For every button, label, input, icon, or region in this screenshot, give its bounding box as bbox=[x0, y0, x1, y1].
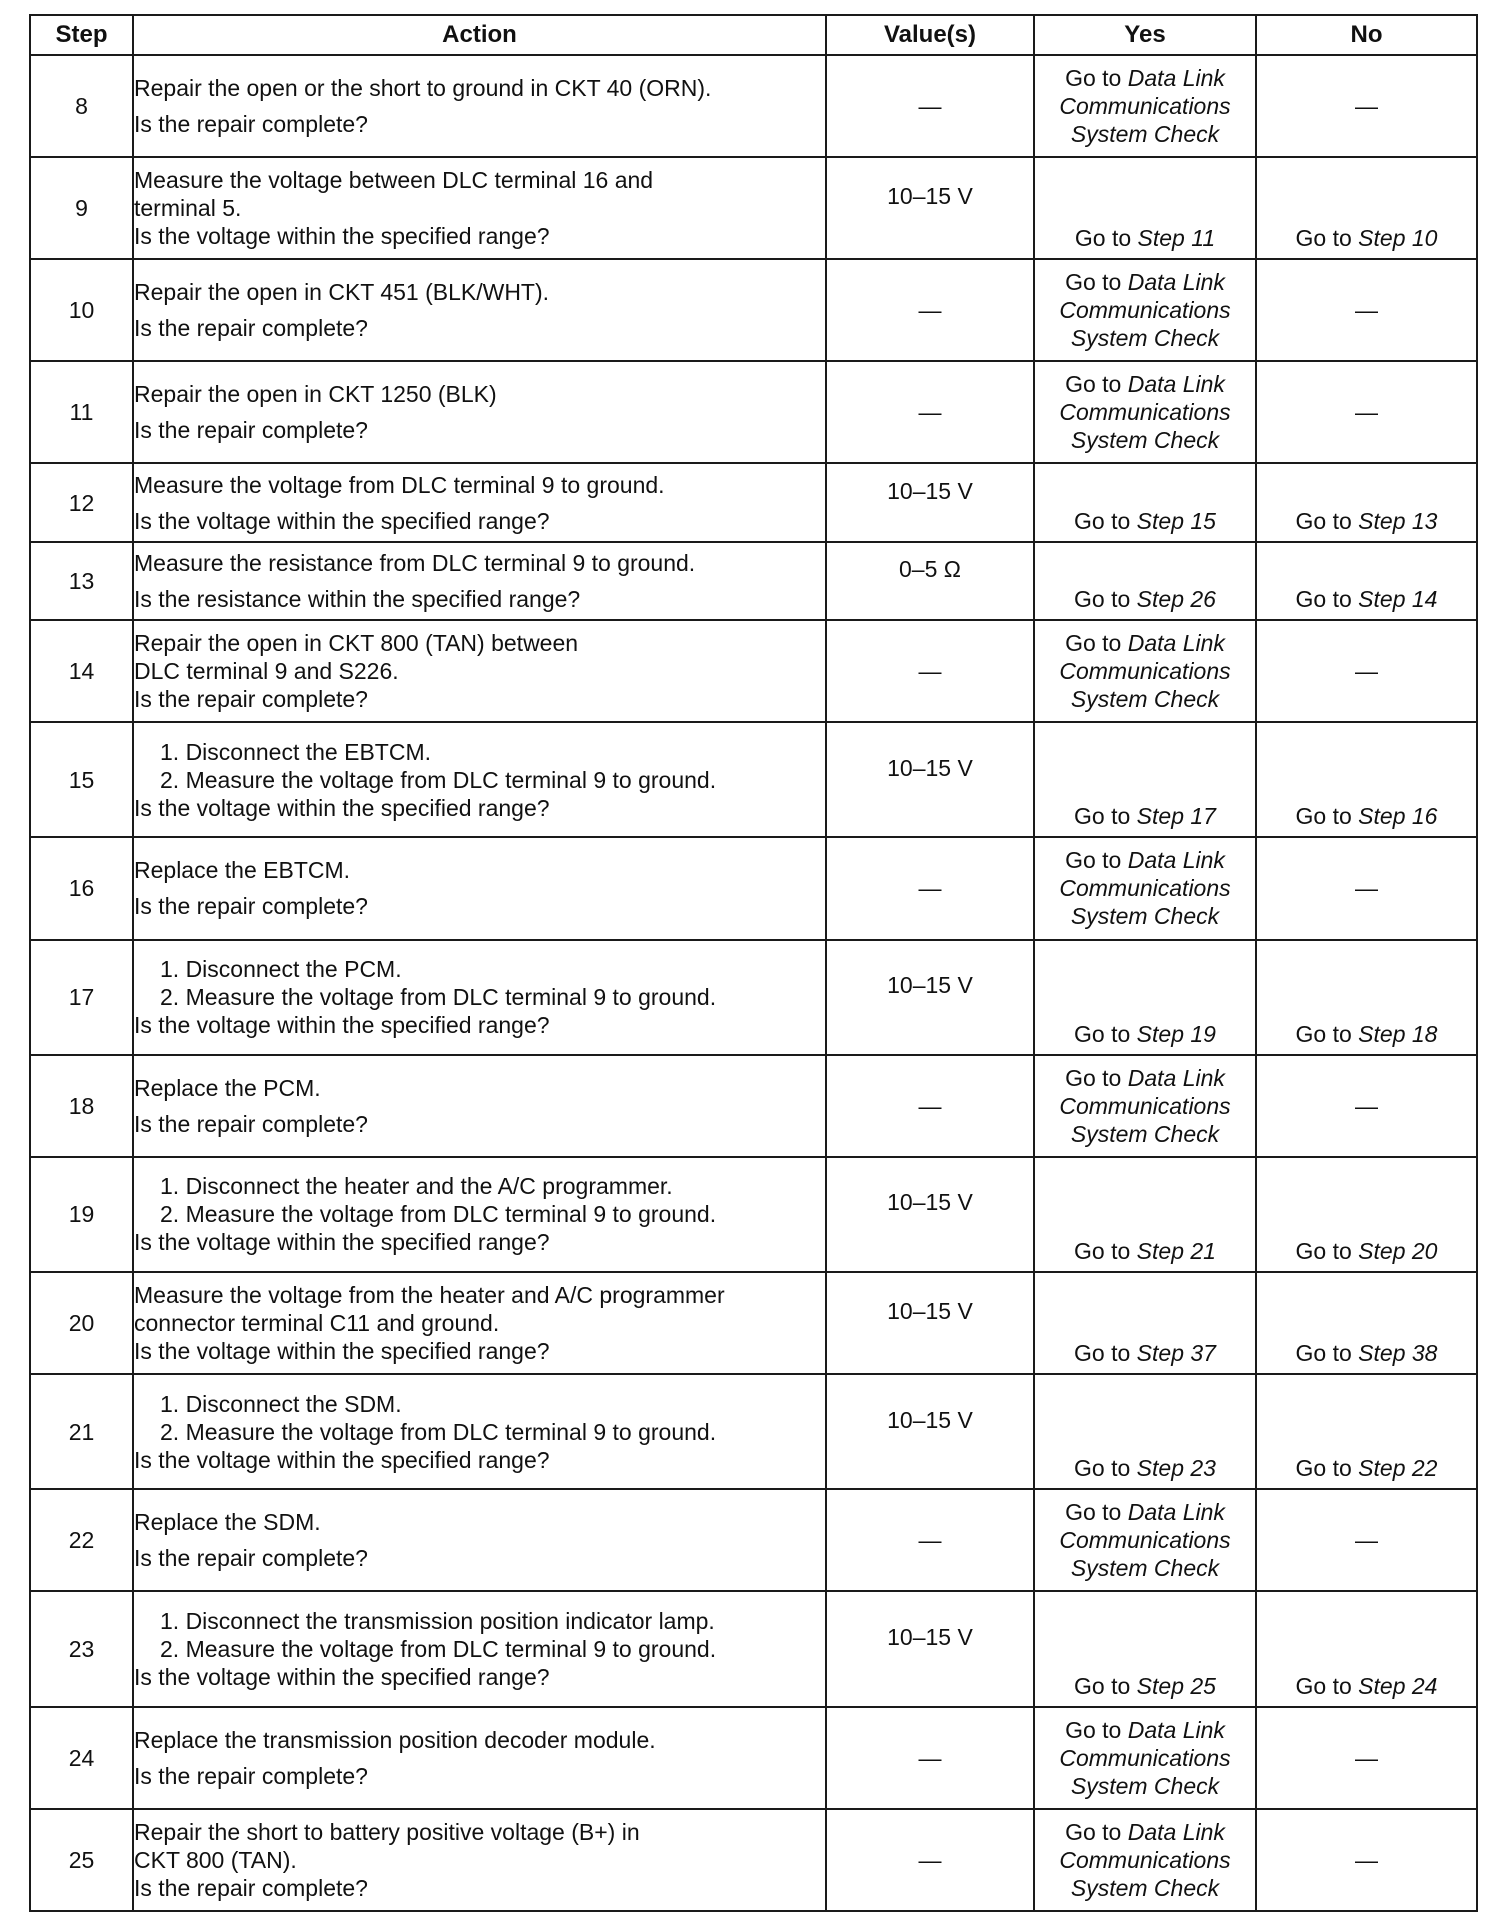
go-to-text: Go to bbox=[1295, 803, 1352, 830]
value-cell bbox=[826, 1591, 1034, 1706]
action-cell bbox=[133, 1809, 826, 1911]
action-substep: 2. Measure the voltage from DLC terminal 9 to ground. bbox=[160, 1418, 717, 1445]
no-dash: — bbox=[1355, 297, 1378, 324]
go-to-text: Go to bbox=[1295, 1672, 1352, 1699]
value-text: — bbox=[918, 875, 942, 902]
no-dash: — bbox=[1355, 1092, 1378, 1119]
action-question: Is the voltage within the specified range? bbox=[134, 507, 550, 534]
step-number: 19 bbox=[30, 1157, 133, 1272]
spacer bbox=[134, 884, 825, 892]
go-to-text: Go to bbox=[1074, 803, 1131, 830]
table-row bbox=[30, 1374, 1477, 1489]
go-to-text: Go to bbox=[1074, 586, 1131, 613]
action-question: Is the repair complete? bbox=[134, 1762, 368, 1789]
data-link-text: Data Link bbox=[1127, 1064, 1225, 1091]
action-text: Repair the open in CKT 1250 (BLK) bbox=[134, 381, 497, 408]
communications-text: Communications bbox=[1059, 1846, 1231, 1873]
no-cell bbox=[1256, 620, 1477, 722]
value-cell bbox=[826, 837, 1034, 939]
system-check-text: System Check bbox=[1070, 1874, 1220, 1901]
action-text: Measure the voltage from the heater and A/C programmer bbox=[134, 1282, 725, 1309]
table-row bbox=[30, 1707, 1477, 1809]
step-number: 22 bbox=[30, 1489, 133, 1591]
communications-text: Communications bbox=[1059, 658, 1231, 685]
go-to-text: Go to bbox=[1295, 1238, 1352, 1264]
system-check-text: System Check bbox=[1070, 686, 1220, 713]
diagnostic-table bbox=[29, 14, 1478, 1912]
value-text: 10–15 V bbox=[887, 754, 973, 781]
value-cell bbox=[826, 1489, 1034, 1591]
action-cell bbox=[133, 1157, 826, 1272]
no-cell bbox=[1256, 1707, 1477, 1809]
action-question: Is the voltage within the specified range? bbox=[134, 1012, 550, 1039]
yes-target-step: Step 37 bbox=[1136, 1340, 1216, 1367]
table-row bbox=[30, 940, 1477, 1055]
no-cell bbox=[1256, 463, 1477, 541]
action-text: Measure the voltage between DLC terminal 16 and bbox=[134, 167, 654, 194]
no-cell bbox=[1256, 1374, 1477, 1489]
action-cell bbox=[133, 620, 826, 722]
value-text: 10–15 V bbox=[887, 477, 973, 504]
action-question: Is the repair complete? bbox=[134, 315, 368, 342]
action-question: Is the repair complete? bbox=[134, 1110, 368, 1137]
data-link-text: Data Link bbox=[1127, 1716, 1225, 1743]
action-cell bbox=[133, 361, 826, 463]
yes-cell bbox=[1034, 463, 1256, 541]
value-text: — bbox=[918, 1744, 942, 1771]
system-check-text: System Check bbox=[1070, 1555, 1220, 1582]
go-to-text: Go to bbox=[1065, 847, 1122, 874]
no-cell bbox=[1256, 361, 1477, 463]
value-text: 10–15 V bbox=[887, 183, 973, 210]
data-link-text: Data Link bbox=[1127, 847, 1225, 874]
value-text: — bbox=[918, 93, 942, 120]
step-number: 21 bbox=[30, 1374, 133, 1489]
action-substep: 1. Disconnect the heater and the A/C programmer. bbox=[160, 1173, 673, 1200]
value-text: 10–15 V bbox=[887, 1298, 973, 1325]
go-to-text: Go to bbox=[1065, 1499, 1122, 1526]
data-link-text: Data Link bbox=[1127, 371, 1225, 398]
no-cell bbox=[1256, 55, 1477, 157]
no-target-step: Step 16 bbox=[1358, 803, 1438, 830]
action-substep: 1. Disconnect the transmission position indicator lamp. bbox=[160, 1607, 715, 1634]
yes-cell bbox=[1034, 1055, 1256, 1157]
go-to-text: Go to bbox=[1065, 1064, 1122, 1091]
no-dash: — bbox=[1355, 1744, 1378, 1771]
table-row bbox=[30, 722, 1477, 837]
table-row bbox=[30, 55, 1477, 157]
yes-action-line bbox=[1035, 268, 1255, 296]
go-to-text: Go to bbox=[1295, 507, 1352, 534]
system-check-text: System Check bbox=[1070, 121, 1220, 148]
action-cell bbox=[133, 1489, 826, 1591]
diagnostic-table-container bbox=[29, 14, 1476, 1912]
value-cell bbox=[826, 361, 1034, 463]
data-link-text: Data Link bbox=[1127, 269, 1225, 296]
yes-target-step: Step 17 bbox=[1136, 803, 1216, 830]
spacer bbox=[134, 1754, 825, 1762]
go-to-text: Go to bbox=[1295, 1455, 1352, 1482]
value-text: — bbox=[918, 1846, 942, 1873]
yes-target-step: Step 25 bbox=[1136, 1672, 1216, 1699]
communications-text: Communications bbox=[1059, 1092, 1231, 1119]
yes-cell bbox=[1034, 1809, 1256, 1911]
no-target-step: Step 18 bbox=[1358, 1020, 1438, 1047]
no-cell bbox=[1256, 1809, 1477, 1911]
action-substep: 2. Measure the voltage from DLC terminal 9 to ground. bbox=[160, 1635, 717, 1662]
table-row bbox=[30, 1272, 1477, 1374]
value-cell bbox=[826, 1055, 1034, 1157]
action-cell bbox=[133, 1055, 826, 1157]
action-question: Is the voltage within the specified range? bbox=[134, 1663, 550, 1690]
action-text: CKT 800 (TAN). bbox=[134, 1846, 297, 1873]
value-cell bbox=[826, 55, 1034, 157]
yes-action-line bbox=[1035, 64, 1255, 92]
action-question: Is the repair complete? bbox=[134, 1545, 368, 1572]
data-link-text: Data Link bbox=[1127, 1818, 1225, 1845]
yes-target-step: Step 11 bbox=[1137, 225, 1216, 252]
value-cell bbox=[826, 259, 1034, 361]
system-check-text: System Check bbox=[1070, 903, 1220, 930]
yes-action-line bbox=[1035, 846, 1255, 874]
header-values: Value(s) bbox=[826, 15, 1034, 55]
data-link-text: Data Link bbox=[1127, 630, 1225, 657]
action-cell bbox=[133, 259, 826, 361]
no-target-step: Step 22 bbox=[1358, 1455, 1438, 1482]
action-text: Replace the SDM. bbox=[134, 1509, 321, 1536]
yes-cell bbox=[1034, 1591, 1256, 1706]
no-cell bbox=[1256, 940, 1477, 1055]
go-to-text: Go to bbox=[1074, 225, 1132, 252]
action-substep: 2. Measure the voltage from DLC terminal 9 to ground. bbox=[160, 984, 717, 1011]
yes-cell bbox=[1034, 259, 1256, 361]
action-question: Is the repair complete? bbox=[134, 893, 368, 920]
go-to-text: Go to bbox=[1074, 507, 1131, 534]
value-text: — bbox=[918, 658, 942, 685]
no-target-step: Step 38 bbox=[1358, 1340, 1438, 1367]
value-text: — bbox=[918, 1092, 942, 1119]
spacer bbox=[134, 408, 825, 416]
action-text: DLC terminal 9 and S226. bbox=[134, 658, 399, 685]
action-text: Measure the resistance from DLC terminal 9 to ground. bbox=[134, 549, 696, 576]
action-text: connector terminal C11 and ground. bbox=[134, 1310, 500, 1337]
step-number: 13 bbox=[30, 542, 133, 620]
step-number: 24 bbox=[30, 1707, 133, 1809]
action-cell bbox=[133, 463, 826, 541]
action-cell bbox=[133, 542, 826, 620]
step-number: 14 bbox=[30, 620, 133, 722]
spacer bbox=[134, 1536, 825, 1544]
action-substep: 1. Disconnect the SDM. bbox=[160, 1390, 402, 1417]
go-to-text: Go to bbox=[1074, 1672, 1131, 1699]
table-row bbox=[30, 1157, 1477, 1272]
yes-cell bbox=[1034, 542, 1256, 620]
action-text: Repair the open or the short to ground in CKT 40 (ORN). bbox=[134, 75, 712, 102]
no-dash: — bbox=[1355, 93, 1378, 120]
value-cell bbox=[826, 722, 1034, 837]
go-to-text: Go to bbox=[1295, 225, 1352, 252]
value-cell bbox=[826, 1809, 1034, 1911]
yes-cell bbox=[1034, 1272, 1256, 1374]
table-row bbox=[30, 1489, 1477, 1591]
action-question: Is the voltage within the specified range? bbox=[134, 223, 550, 250]
step-number: 18 bbox=[30, 1055, 133, 1157]
yes-target-step: Step 23 bbox=[1136, 1455, 1216, 1482]
yes-target-step: Step 21 bbox=[1136, 1238, 1216, 1264]
value-cell bbox=[826, 620, 1034, 722]
value-cell bbox=[826, 463, 1034, 541]
go-to-text: Go to bbox=[1295, 1340, 1352, 1367]
action-question: Is the repair complete? bbox=[134, 111, 368, 138]
value-cell bbox=[826, 157, 1034, 259]
action-cell bbox=[133, 1272, 826, 1374]
step-number: 23 bbox=[30, 1591, 133, 1706]
go-to-text: Go to bbox=[1065, 630, 1122, 657]
no-dash: — bbox=[1355, 1527, 1378, 1554]
system-check-text: System Check bbox=[1070, 427, 1220, 454]
action-question: Is the voltage within the specified range? bbox=[134, 1229, 550, 1256]
table-row bbox=[30, 620, 1477, 722]
action-text: Measure the voltage from DLC terminal 9 to ground. bbox=[134, 471, 665, 498]
value-text: 10–15 V bbox=[887, 1406, 973, 1433]
action-question: Is the voltage within the specified range? bbox=[134, 1446, 550, 1473]
step-number: 20 bbox=[30, 1272, 133, 1374]
action-question: Is the repair complete? bbox=[134, 417, 368, 444]
action-substep: 1. Disconnect the PCM. bbox=[160, 956, 402, 983]
action-text: Replace the transmission position decoder module. bbox=[134, 1726, 656, 1753]
go-to-text: Go to bbox=[1065, 269, 1122, 296]
communications-text: Communications bbox=[1059, 297, 1231, 324]
value-text: — bbox=[918, 399, 942, 426]
yes-action-line bbox=[1035, 1498, 1255, 1526]
table-row bbox=[30, 1055, 1477, 1157]
value-cell bbox=[826, 1707, 1034, 1809]
yes-target-step: Step 15 bbox=[1136, 507, 1216, 534]
go-to-text: Go to bbox=[1065, 1818, 1122, 1845]
yes-cell bbox=[1034, 837, 1256, 939]
action-question: Is the repair complete? bbox=[134, 686, 368, 713]
system-check-text: System Check bbox=[1070, 325, 1220, 352]
step-number: 10 bbox=[30, 259, 133, 361]
table-row bbox=[30, 157, 1477, 259]
table-row bbox=[30, 463, 1477, 541]
go-to-text: Go to bbox=[1065, 65, 1122, 92]
action-cell bbox=[133, 1707, 826, 1809]
table-row bbox=[30, 1591, 1477, 1706]
yes-cell bbox=[1034, 1707, 1256, 1809]
yes-cell bbox=[1034, 1157, 1256, 1272]
value-text: — bbox=[918, 297, 942, 324]
communications-text: Communications bbox=[1059, 93, 1231, 120]
action-text: Replace the EBTCM. bbox=[134, 857, 351, 884]
action-text: terminal 5. bbox=[134, 195, 242, 222]
value-cell bbox=[826, 940, 1034, 1055]
communications-text: Communications bbox=[1059, 1527, 1231, 1554]
spacer bbox=[134, 1102, 825, 1110]
action-cell bbox=[133, 940, 826, 1055]
table-row bbox=[30, 837, 1477, 939]
system-check-text: System Check bbox=[1070, 1120, 1220, 1147]
action-cell bbox=[133, 722, 826, 837]
action-question: Is the voltage within the specified range? bbox=[134, 794, 550, 821]
step-number: 8 bbox=[30, 55, 133, 157]
no-cell bbox=[1256, 837, 1477, 939]
no-target-step: Step 10 bbox=[1358, 225, 1438, 252]
spacer bbox=[134, 306, 825, 314]
yes-cell bbox=[1034, 55, 1256, 157]
table-row bbox=[30, 1809, 1477, 1911]
value-cell bbox=[826, 1272, 1034, 1374]
spacer bbox=[134, 102, 825, 110]
no-cell bbox=[1256, 259, 1477, 361]
yes-cell bbox=[1034, 1374, 1256, 1489]
value-text: 0–5 Ω bbox=[899, 555, 961, 582]
header-action: Action bbox=[133, 15, 826, 55]
communications-text: Communications bbox=[1059, 875, 1231, 902]
communications-text: Communications bbox=[1059, 1744, 1231, 1771]
spacer bbox=[134, 577, 825, 585]
action-cell bbox=[133, 837, 826, 939]
go-to-text: Go to bbox=[1074, 1455, 1131, 1482]
no-cell bbox=[1256, 157, 1477, 259]
header-no: No bbox=[1256, 15, 1477, 55]
action-text: Replace the PCM. bbox=[134, 1074, 321, 1101]
go-to-text: Go to bbox=[1074, 1238, 1131, 1264]
yes-target-step: Step 19 bbox=[1136, 1020, 1216, 1047]
go-to-text: Go to bbox=[1295, 586, 1352, 613]
action-substep: 2. Measure the voltage from DLC terminal 9 to ground. bbox=[160, 1201, 717, 1228]
action-cell bbox=[133, 1591, 826, 1706]
yes-cell bbox=[1034, 722, 1256, 837]
yes-action-line bbox=[1035, 629, 1255, 657]
no-dash: — bbox=[1355, 658, 1378, 685]
no-cell bbox=[1256, 542, 1477, 620]
action-cell bbox=[133, 157, 826, 259]
go-to-text: Go to bbox=[1295, 1020, 1352, 1047]
no-cell bbox=[1256, 1157, 1477, 1272]
yes-action-line bbox=[1035, 1064, 1255, 1092]
table-row bbox=[30, 542, 1477, 620]
communications-text: Communications bbox=[1059, 399, 1231, 426]
action-cell bbox=[133, 1374, 826, 1489]
step-number: 9 bbox=[30, 157, 133, 259]
step-number: 16 bbox=[30, 837, 133, 939]
no-cell bbox=[1256, 1489, 1477, 1591]
no-target-step: Step 20 bbox=[1358, 1238, 1438, 1264]
header-yes: Yes bbox=[1034, 15, 1256, 55]
no-cell bbox=[1256, 1272, 1477, 1374]
step-number: 12 bbox=[30, 463, 133, 541]
data-link-text: Data Link bbox=[1127, 1499, 1225, 1526]
yes-action-line bbox=[1035, 370, 1255, 398]
go-to-text: Go to bbox=[1074, 1340, 1131, 1367]
no-target-step: Step 24 bbox=[1358, 1672, 1438, 1699]
action-question: Is the repair complete? bbox=[134, 1874, 368, 1901]
yes-action-line bbox=[1035, 1716, 1255, 1744]
value-text: — bbox=[918, 1527, 942, 1554]
action-text: Repair the short to battery positive voltage (B+) in bbox=[134, 1818, 640, 1845]
step-number: 15 bbox=[30, 722, 133, 837]
go-to-text: Go to bbox=[1065, 371, 1122, 398]
value-text: 10–15 V bbox=[887, 1189, 973, 1216]
step-number: 11 bbox=[30, 361, 133, 463]
yes-target-step: Step 26 bbox=[1136, 586, 1216, 613]
no-dash: — bbox=[1355, 875, 1378, 902]
action-text: Repair the open in CKT 800 (TAN) between bbox=[134, 630, 579, 657]
action-substep: 2. Measure the voltage from DLC terminal 9 to ground. bbox=[160, 766, 717, 793]
header-step: Step bbox=[30, 15, 133, 55]
action-text: Repair the open in CKT 451 (BLK/WHT). bbox=[134, 279, 550, 306]
action-question: Is the resistance within the specified range? bbox=[134, 585, 581, 612]
yes-action-line bbox=[1035, 1818, 1255, 1846]
no-dash: — bbox=[1355, 1846, 1378, 1873]
go-to-text: Go to bbox=[1074, 1020, 1131, 1047]
system-check-text: System Check bbox=[1070, 1772, 1220, 1799]
value-text: 10–15 V bbox=[887, 1623, 973, 1650]
go-to-text: Go to bbox=[1065, 1716, 1122, 1743]
no-dash: — bbox=[1355, 399, 1378, 426]
spacer bbox=[134, 499, 825, 507]
yes-cell bbox=[1034, 940, 1256, 1055]
value-cell bbox=[826, 1157, 1034, 1272]
no-target-step: Step 14 bbox=[1358, 586, 1438, 613]
value-cell bbox=[826, 542, 1034, 620]
table-body bbox=[30, 55, 1477, 1911]
value-cell bbox=[826, 1374, 1034, 1489]
no-target-step: Step 13 bbox=[1358, 507, 1438, 534]
no-cell bbox=[1256, 1055, 1477, 1157]
no-cell bbox=[1256, 1591, 1477, 1706]
no-cell bbox=[1256, 722, 1477, 837]
action-cell bbox=[133, 55, 826, 157]
data-link-text: Data Link bbox=[1127, 65, 1225, 92]
action-substep: 1. Disconnect the EBTCM. bbox=[160, 738, 431, 765]
step-number: 25 bbox=[30, 1809, 133, 1911]
yes-cell bbox=[1034, 620, 1256, 722]
table-row bbox=[30, 259, 1477, 361]
action-question: Is the voltage within the specified range? bbox=[134, 1338, 550, 1365]
yes-cell bbox=[1034, 1489, 1256, 1591]
yes-cell bbox=[1034, 361, 1256, 463]
step-number: 17 bbox=[30, 940, 133, 1055]
yes-cell bbox=[1034, 157, 1256, 259]
value-text: 10–15 V bbox=[887, 972, 973, 999]
header-row bbox=[30, 15, 1477, 55]
table-row bbox=[30, 361, 1477, 463]
